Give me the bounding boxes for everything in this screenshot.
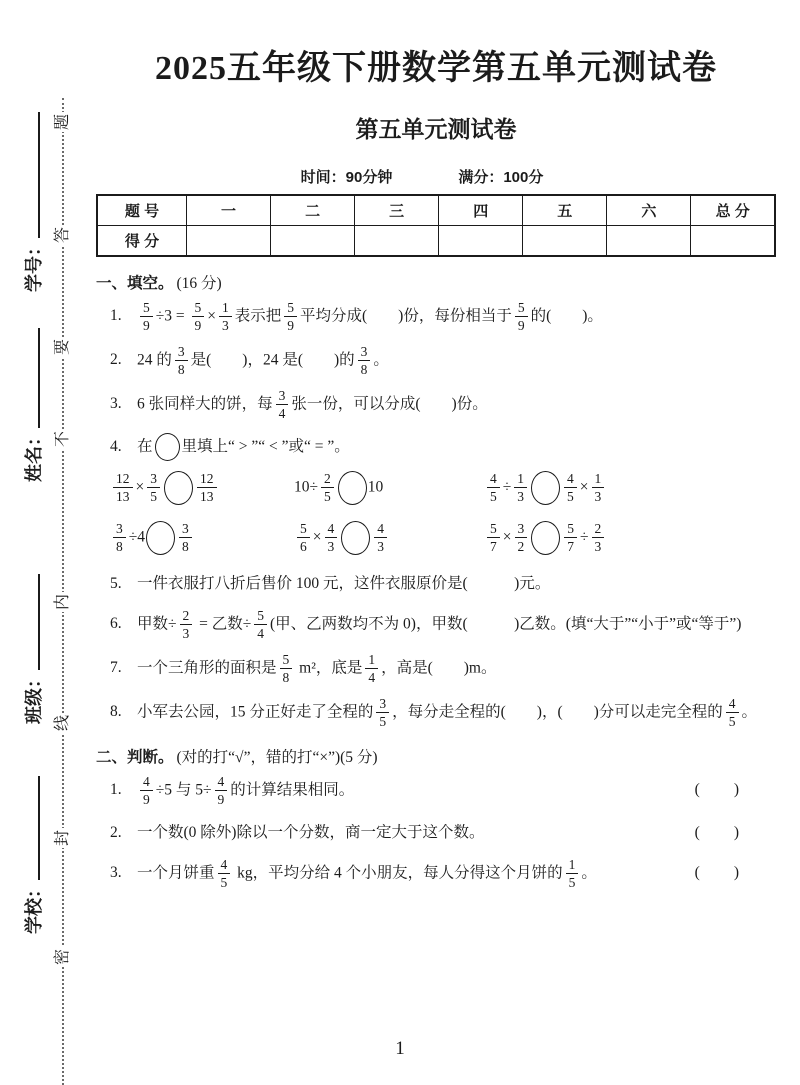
fraction bbox=[276, 388, 289, 422]
fraction-numerator: 3 bbox=[113, 521, 126, 539]
score-cell bbox=[439, 225, 523, 256]
fill-question-4 bbox=[96, 431, 776, 462]
fraction-denominator: 2 bbox=[517, 539, 525, 555]
fraction-numerator: 3 bbox=[376, 696, 389, 714]
fraction-denominator: 6 bbox=[300, 539, 307, 555]
fraction-numerator: 3 bbox=[515, 521, 528, 539]
score-cell bbox=[355, 225, 439, 256]
fill-question-8 bbox=[96, 695, 776, 731]
fraction bbox=[321, 471, 334, 505]
fraction-denominator: 7 bbox=[567, 539, 574, 555]
seal-char-ti: 题 bbox=[54, 114, 71, 131]
judge-question-2 bbox=[96, 817, 776, 848]
fraction-numerator: 4 bbox=[564, 471, 577, 489]
comparison-grid bbox=[110, 470, 776, 556]
fill-circle bbox=[155, 433, 180, 461]
fraction bbox=[515, 521, 528, 555]
seal-char-xian: 线 bbox=[54, 715, 71, 732]
score-table-header-cell: 二 bbox=[271, 195, 355, 226]
fraction bbox=[140, 300, 153, 334]
question-number: 1. bbox=[110, 307, 122, 325]
fraction-numerator: 1 bbox=[219, 300, 232, 318]
fraction-denominator: 9 bbox=[517, 318, 525, 334]
fraction-denominator: 3 bbox=[594, 539, 602, 555]
question-number: 1. bbox=[110, 781, 122, 799]
fraction-denominator: 4 bbox=[278, 406, 286, 422]
score-table bbox=[96, 194, 776, 257]
question-text: 一个数(0 除外)除以一个分数，商一定大于这个数。 bbox=[137, 823, 485, 841]
fraction bbox=[280, 652, 293, 686]
fraction-denominator: 3 bbox=[594, 489, 602, 505]
fraction-denominator: 8 bbox=[282, 670, 290, 686]
score-table-header-cell: 一 bbox=[187, 195, 271, 226]
seal-char-yao: 要 bbox=[54, 339, 71, 356]
fraction-numerator: 2 bbox=[180, 608, 193, 626]
fraction-denominator: 8 bbox=[182, 539, 189, 555]
fraction-numerator: 5 bbox=[487, 521, 500, 539]
question-number: 3. bbox=[110, 864, 122, 882]
school-label: 学校： bbox=[24, 880, 44, 934]
score-table-header-cell: 六 bbox=[607, 195, 691, 226]
fraction bbox=[566, 857, 579, 891]
fraction-denominator: 9 bbox=[143, 318, 150, 334]
question-number: 5. bbox=[110, 574, 122, 592]
fill-question-3 bbox=[96, 387, 776, 423]
fraction-numerator: 1 bbox=[566, 857, 579, 875]
fraction-numerator: 4 bbox=[140, 774, 153, 792]
student-id-field bbox=[20, 112, 46, 292]
full-score-label: 满分：100分 bbox=[458, 168, 544, 186]
fraction-numerator: 4 bbox=[218, 857, 231, 875]
question-text: 一件衣服打八折后售价 100 元，这件衣服原价是( )元。 bbox=[137, 574, 551, 592]
section-fill-points: (16 分) bbox=[176, 274, 222, 292]
fraction bbox=[179, 521, 192, 555]
question-number: 2. bbox=[110, 823, 122, 841]
fraction bbox=[297, 521, 310, 555]
score-cell bbox=[607, 225, 691, 256]
fraction-numerator: 5 bbox=[284, 300, 297, 318]
question-number: 4. bbox=[110, 437, 122, 455]
fraction-denominator: 9 bbox=[217, 792, 225, 808]
fraction-denominator: 4 bbox=[368, 670, 376, 686]
comparison-item: $\frac{4}{5}$ ÷ $\frac{1}{3}$ $\frac{4}{5}$ × $\frac{1}{3}$ bbox=[484, 470, 776, 506]
comparison-item: $\frac{3}{8}$ ÷4 $\frac{3}{8}$ bbox=[110, 520, 294, 556]
fraction bbox=[726, 696, 739, 730]
question-text: 小军去公园，15 分正好走了全程的 $\frac{3}{5}$ ，每分走全程的( )，( )分可以走完全程的 $\frac{4}{5}$ 。 bbox=[137, 695, 758, 730]
section-fill-title: 一、填空。 bbox=[96, 274, 174, 292]
fraction-numerator: 5 bbox=[140, 300, 153, 318]
score-table-header-cell: 总 分 bbox=[691, 195, 775, 226]
fraction bbox=[113, 521, 126, 555]
score-row-label: 得 分 bbox=[97, 225, 187, 256]
section-judge-title: 二、判断。 bbox=[96, 748, 174, 766]
fraction-denominator: 9 bbox=[143, 792, 150, 808]
fraction-numerator: 5 bbox=[297, 521, 310, 539]
fraction-denominator: 8 bbox=[177, 362, 185, 378]
question-text: $\frac{5}{9}$ ÷3 = $\frac{5}{9}$ × $\frac{1}{3}$ 表示把 $\frac{5}{9}$ 平均分成( )份，每份相当于 $\frac{5}{9}$ 的( )。 bbox=[137, 299, 776, 335]
fraction-denominator: 5 bbox=[220, 875, 228, 891]
fraction bbox=[592, 471, 605, 505]
compare-circle bbox=[531, 471, 560, 505]
compare-circle bbox=[341, 521, 370, 555]
paper-subtitle: 第五单元测试卷 bbox=[355, 116, 517, 142]
comparison-item: $\frac{5}{6}$ × $\frac{4}{3}$ $\frac{4}{3}$ bbox=[294, 520, 484, 556]
fill-question-1 bbox=[96, 299, 776, 335]
seal-char-feng: 封 bbox=[54, 830, 71, 847]
score-table-header-cell: 五 bbox=[523, 195, 607, 226]
fraction-denominator: 5 bbox=[490, 489, 497, 505]
score-cell bbox=[187, 225, 271, 256]
compare-circle bbox=[338, 471, 367, 505]
fraction-denominator: 3 bbox=[182, 626, 190, 642]
fraction-numerator: 3 bbox=[175, 344, 188, 362]
seal-char-da: 答 bbox=[54, 227, 71, 244]
question-text: 24 的 $\frac{3}{8}$ 是( )，24 是( )的 $\frac{3}{8}$ 。 bbox=[137, 343, 389, 378]
score-table-header-row bbox=[97, 195, 775, 226]
fraction-denominator: 3 bbox=[327, 539, 335, 555]
fraction-denominator: 13 bbox=[200, 489, 214, 505]
fraction-denominator: 5 bbox=[379, 714, 387, 730]
student-id-blank-line bbox=[36, 112, 40, 238]
fraction bbox=[487, 471, 500, 505]
score-table-header-cell: 四 bbox=[439, 195, 523, 226]
fraction-numerator: 4 bbox=[215, 774, 228, 792]
question-text: 6 张同样大的饼，每 $\frac{3}{4}$ 张一份，可以分成( )份。 bbox=[137, 387, 488, 422]
score-cell bbox=[691, 225, 775, 256]
fraction bbox=[564, 521, 577, 555]
answer-bracket: ( ) bbox=[694, 781, 740, 799]
compare-circle bbox=[146, 521, 175, 555]
fraction bbox=[284, 300, 297, 334]
fraction-denominator: 9 bbox=[194, 318, 202, 334]
class-blank-line bbox=[36, 574, 40, 670]
fraction bbox=[515, 300, 528, 334]
question-text: 一个月饼重 $\frac{4}{5}$ kg，平均分给 4 个小朋友，每人分得这个月饼的 $\frac{1}{5}$ 。 bbox=[137, 856, 597, 891]
judge-question-3 bbox=[96, 856, 776, 892]
time-limit-label: 时间：90分钟 bbox=[300, 168, 393, 186]
fraction-numerator: 5 bbox=[515, 300, 528, 318]
score-table-score-row bbox=[97, 225, 775, 256]
answer-bracket: ( ) bbox=[694, 864, 740, 882]
fraction bbox=[254, 608, 267, 642]
seal-char-mi: 密 bbox=[54, 949, 71, 966]
school-blank-line bbox=[36, 776, 40, 880]
fraction-numerator: 4 bbox=[374, 521, 387, 539]
fraction-denominator: 13 bbox=[116, 489, 130, 505]
fill-question-2 bbox=[96, 343, 776, 379]
fraction-denominator: 8 bbox=[360, 362, 368, 378]
fraction-denominator: 5 bbox=[568, 875, 576, 891]
seal-char-bu: 不 bbox=[54, 431, 71, 448]
fraction bbox=[365, 652, 378, 686]
fill-question-5 bbox=[96, 568, 776, 599]
page-number: 1 bbox=[395, 1038, 405, 1059]
fraction bbox=[215, 774, 228, 808]
fraction-numerator: 12 bbox=[113, 471, 133, 489]
paper-title: 2025五年级下册数学第五单元测试卷 bbox=[155, 50, 717, 87]
fraction bbox=[175, 344, 188, 378]
student-name-label: 姓名： bbox=[24, 428, 44, 482]
comparison-item: 10÷ $\frac{2}{5}$ 10 bbox=[294, 470, 384, 505]
fraction-numerator: 12 bbox=[197, 471, 217, 489]
fraction bbox=[219, 300, 232, 334]
fraction bbox=[113, 471, 133, 505]
score-cell bbox=[271, 225, 355, 256]
fraction bbox=[197, 471, 217, 505]
judge-question-1 bbox=[96, 773, 776, 809]
school-field bbox=[20, 776, 46, 934]
question-text: 一个三角形的面积是 $\frac{5}{8}$ m²，底是 $\frac{1}{4}$ ，高是( )m。 bbox=[137, 651, 497, 686]
section-judge-heading bbox=[96, 745, 776, 767]
class-label: 班级： bbox=[24, 670, 44, 724]
fraction-numerator: 5 bbox=[254, 608, 267, 626]
fill-question-6 bbox=[96, 607, 776, 643]
class-field bbox=[20, 574, 46, 724]
fraction-numerator: 4 bbox=[487, 471, 500, 489]
fraction bbox=[376, 696, 389, 730]
fraction bbox=[180, 608, 193, 642]
compare-circle bbox=[531, 521, 560, 555]
exam-info-row bbox=[82, 166, 762, 187]
fraction-numerator: 3 bbox=[179, 521, 192, 539]
seal-char-nei: 内 bbox=[54, 594, 71, 611]
score-table-header-cell: 题 号 bbox=[97, 195, 187, 226]
fraction-denominator: 7 bbox=[490, 539, 497, 555]
fraction bbox=[358, 344, 371, 378]
fraction bbox=[192, 300, 205, 334]
fraction-denominator: 5 bbox=[728, 714, 736, 730]
comparison-item: $\frac{5}{7}$ × $\frac{3}{2}$ $\frac{5}{7}$ ÷ $\frac{2}{3}$ bbox=[484, 520, 776, 556]
fraction bbox=[140, 774, 153, 808]
compare-circle bbox=[164, 471, 193, 505]
fraction-denominator: 3 bbox=[517, 489, 525, 505]
fraction-denominator: 3 bbox=[377, 539, 384, 555]
fraction-numerator: 5 bbox=[564, 521, 577, 539]
fraction-numerator: 2 bbox=[592, 521, 605, 539]
fraction bbox=[487, 521, 500, 555]
fraction-numerator: 4 bbox=[726, 696, 739, 714]
fraction bbox=[325, 521, 338, 555]
fraction-numerator: 3 bbox=[147, 471, 160, 489]
fraction bbox=[592, 521, 605, 555]
section-fill-heading bbox=[96, 271, 776, 293]
fraction-denominator: 5 bbox=[324, 489, 331, 505]
fraction-numerator: 1 bbox=[514, 471, 527, 489]
question-text: 在 里填上“ > ”“ < ”或“ = ”。 bbox=[137, 431, 776, 462]
fraction bbox=[564, 471, 577, 505]
fraction-numerator: 2 bbox=[321, 471, 334, 489]
student-name-blank-line bbox=[36, 328, 40, 428]
fraction-numerator: 3 bbox=[358, 344, 371, 362]
fraction-numerator: 5 bbox=[192, 300, 205, 318]
score-cell bbox=[523, 225, 607, 256]
fraction-numerator: 3 bbox=[276, 388, 289, 406]
paper-content bbox=[96, 0, 776, 900]
fraction-denominator: 5 bbox=[150, 489, 157, 505]
fraction-denominator: 3 bbox=[222, 318, 229, 334]
question-text: 甲数÷ $\frac{2}{3}$ = 乙数÷ $\frac{5}{4}$ (甲、乙两数均不为 0)，甲数( )乙数。(填“大于”“小于”或“等于”) bbox=[137, 607, 742, 642]
fraction-denominator: 8 bbox=[116, 539, 123, 555]
score-table-header-cell: 三 bbox=[355, 195, 439, 226]
comparison-item: $\frac{12}{13}$ × $\frac{3}{5}$ $\frac{12}{13}$ bbox=[110, 470, 294, 506]
section-judge-points: (对的打“√”，错的打“×”)(5 分) bbox=[176, 748, 378, 766]
fraction-denominator: 5 bbox=[567, 489, 574, 505]
question-number: 2. bbox=[110, 351, 122, 369]
fraction-numerator: 1 bbox=[592, 471, 605, 489]
question-text: $\frac{4}{9}$ ÷5 与 5÷ $\frac{4}{9}$ 的计算结果相同。 bbox=[137, 773, 687, 809]
answer-bracket: ( ) bbox=[694, 823, 740, 841]
fraction-numerator: 1 bbox=[365, 652, 378, 670]
fraction bbox=[218, 857, 231, 891]
question-number: 3. bbox=[110, 395, 122, 413]
student-name-field bbox=[20, 328, 46, 482]
fraction bbox=[147, 471, 160, 505]
fraction bbox=[374, 521, 387, 555]
question-number: 8. bbox=[110, 703, 122, 721]
fraction-numerator: 5 bbox=[280, 652, 293, 670]
question-number: 7. bbox=[110, 659, 122, 677]
fraction-denominator: 4 bbox=[257, 626, 265, 642]
fraction-denominator: 9 bbox=[287, 318, 295, 334]
fill-question-7 bbox=[96, 651, 776, 687]
student-id-label: 学号： bbox=[24, 238, 44, 292]
question-number: 6. bbox=[110, 615, 122, 633]
fraction bbox=[514, 471, 527, 505]
fraction-numerator: 4 bbox=[325, 521, 338, 539]
